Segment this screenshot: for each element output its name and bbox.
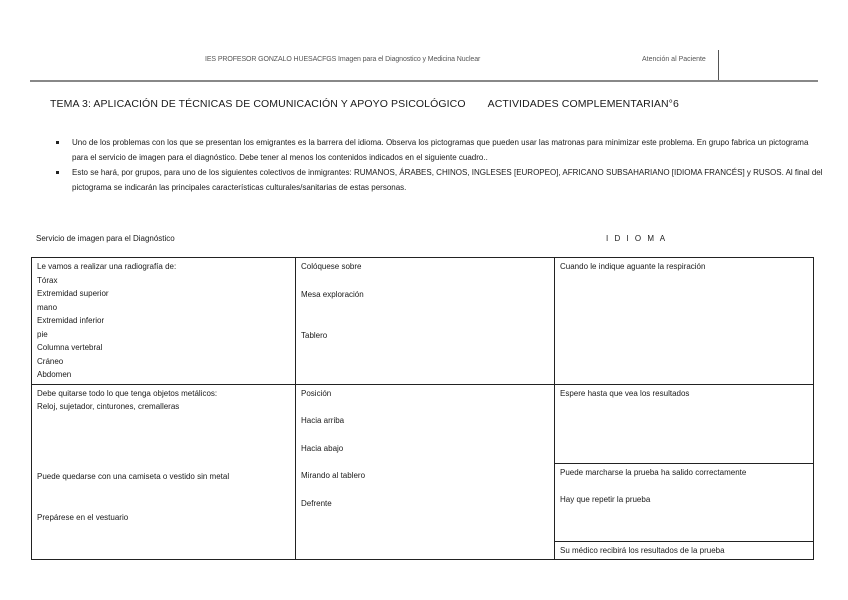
table-cell-result: [555, 463, 814, 541]
cell-line: Hacia arriba: [301, 416, 345, 425]
table-cell-wait: [555, 384, 814, 463]
cell-line: Abdomen: [37, 370, 72, 379]
pictogram-table: [31, 257, 814, 560]
cell-line: Debe quitarse todo lo que tenga objetos metálicos:: [37, 388, 218, 398]
title-activity: ACTIVIDADES COMPLEMENTARIAN°6: [487, 98, 679, 110]
cell-line: Hacia abajo: [301, 443, 344, 453]
cell-line: Posición: [301, 388, 332, 398]
cell-line: Mesa exploración: [301, 289, 364, 299]
section-label: Servicio de imagen para el Diagnóstico: [36, 234, 175, 243]
header-rule: [30, 80, 818, 82]
table-cell-exam: [32, 258, 296, 385]
cell-line: Cuando le indique aguante la respiración: [560, 262, 706, 271]
header-subject-text: Atención al Paciente: [642, 56, 706, 63]
cell-line: Tórax: [37, 275, 58, 285]
table-cell-doctor: [555, 541, 814, 560]
table-cell-position: [296, 384, 555, 560]
idioma-label: I D I O M A: [606, 234, 668, 243]
cell-line: Tablero: [301, 331, 328, 340]
cell-line: Defrente: [301, 498, 332, 508]
cell-line: Hay que repetir la prueba: [560, 495, 651, 504]
cell-line: Extremidad superior: [37, 289, 109, 298]
cell-line: Puede quedarse con una camiseta o vestido sin metal: [37, 471, 230, 481]
page-title: [50, 98, 679, 110]
cell-line: mano: [37, 302, 58, 312]
cell-line: Puede marcharse la prueba ha salido correctamente: [560, 467, 747, 477]
title-main: TEMA 3: APLICACIÓN DE TÉCNICAS DE COMUNICACIÓN Y APOYO PSICOLÓGICO: [50, 98, 466, 110]
cell-line: Su médico recibirá los resultados de la prueba: [560, 545, 725, 555]
cell-line: Prepárese en el vestuario: [37, 513, 129, 522]
cell-line: Extremidad inferior: [37, 316, 105, 325]
header-divider: [718, 50, 719, 80]
table-cell-breath: [555, 258, 814, 385]
cell-line: Colóquese sobre: [301, 262, 362, 271]
instruction-item: Uno de los problemas con los que se presentan los emigrantes es la barrera del idioma. Observa los pictogramas que pueden usar las matronas para minimizar este problema. En grupo fabrica un pictograma para el servicio de imagen para el diagnóstico. Debe tener al menos los contenidos indicados en el siguiente cuadro..: [54, 135, 824, 165]
table-cell-placement: [296, 258, 555, 385]
header-school-text: IES PROFESOR GONZALO HUESACFGS Imagen para el Diagnostico y Medicina Nuclear: [205, 56, 481, 63]
table-row: [32, 258, 814, 385]
table-cell-metal: [32, 384, 296, 560]
table-row: [32, 384, 814, 463]
cell-line: Columna vertebral: [37, 343, 103, 352]
cell-line: Mirando al tablero: [301, 471, 366, 480]
cell-line: Espere hasta que vea los resultados: [560, 388, 690, 398]
cell-line: Reloj, sujetador, cinturones, cremalleras: [37, 402, 180, 411]
instructions-list: [54, 135, 824, 195]
cell-line: Le vamos a realizar una radiografía de:: [37, 262, 177, 271]
cell-line: Cráneo: [37, 356, 64, 366]
instruction-item: Esto se hará, por grupos, para uno de los siguientes colectivos de inmigrantes: RUMANOS, ÁRABES, CHINOS, INGLESES [EUROPEO], AFRICANO SUBSAHARIANO [IDIOMA FRANCÉS] y RUSOS. Al final del pictograma se indicarán las principales características culturales/sanitarias de estas personas.: [54, 165, 824, 195]
cell-line: pie: [37, 329, 48, 339]
